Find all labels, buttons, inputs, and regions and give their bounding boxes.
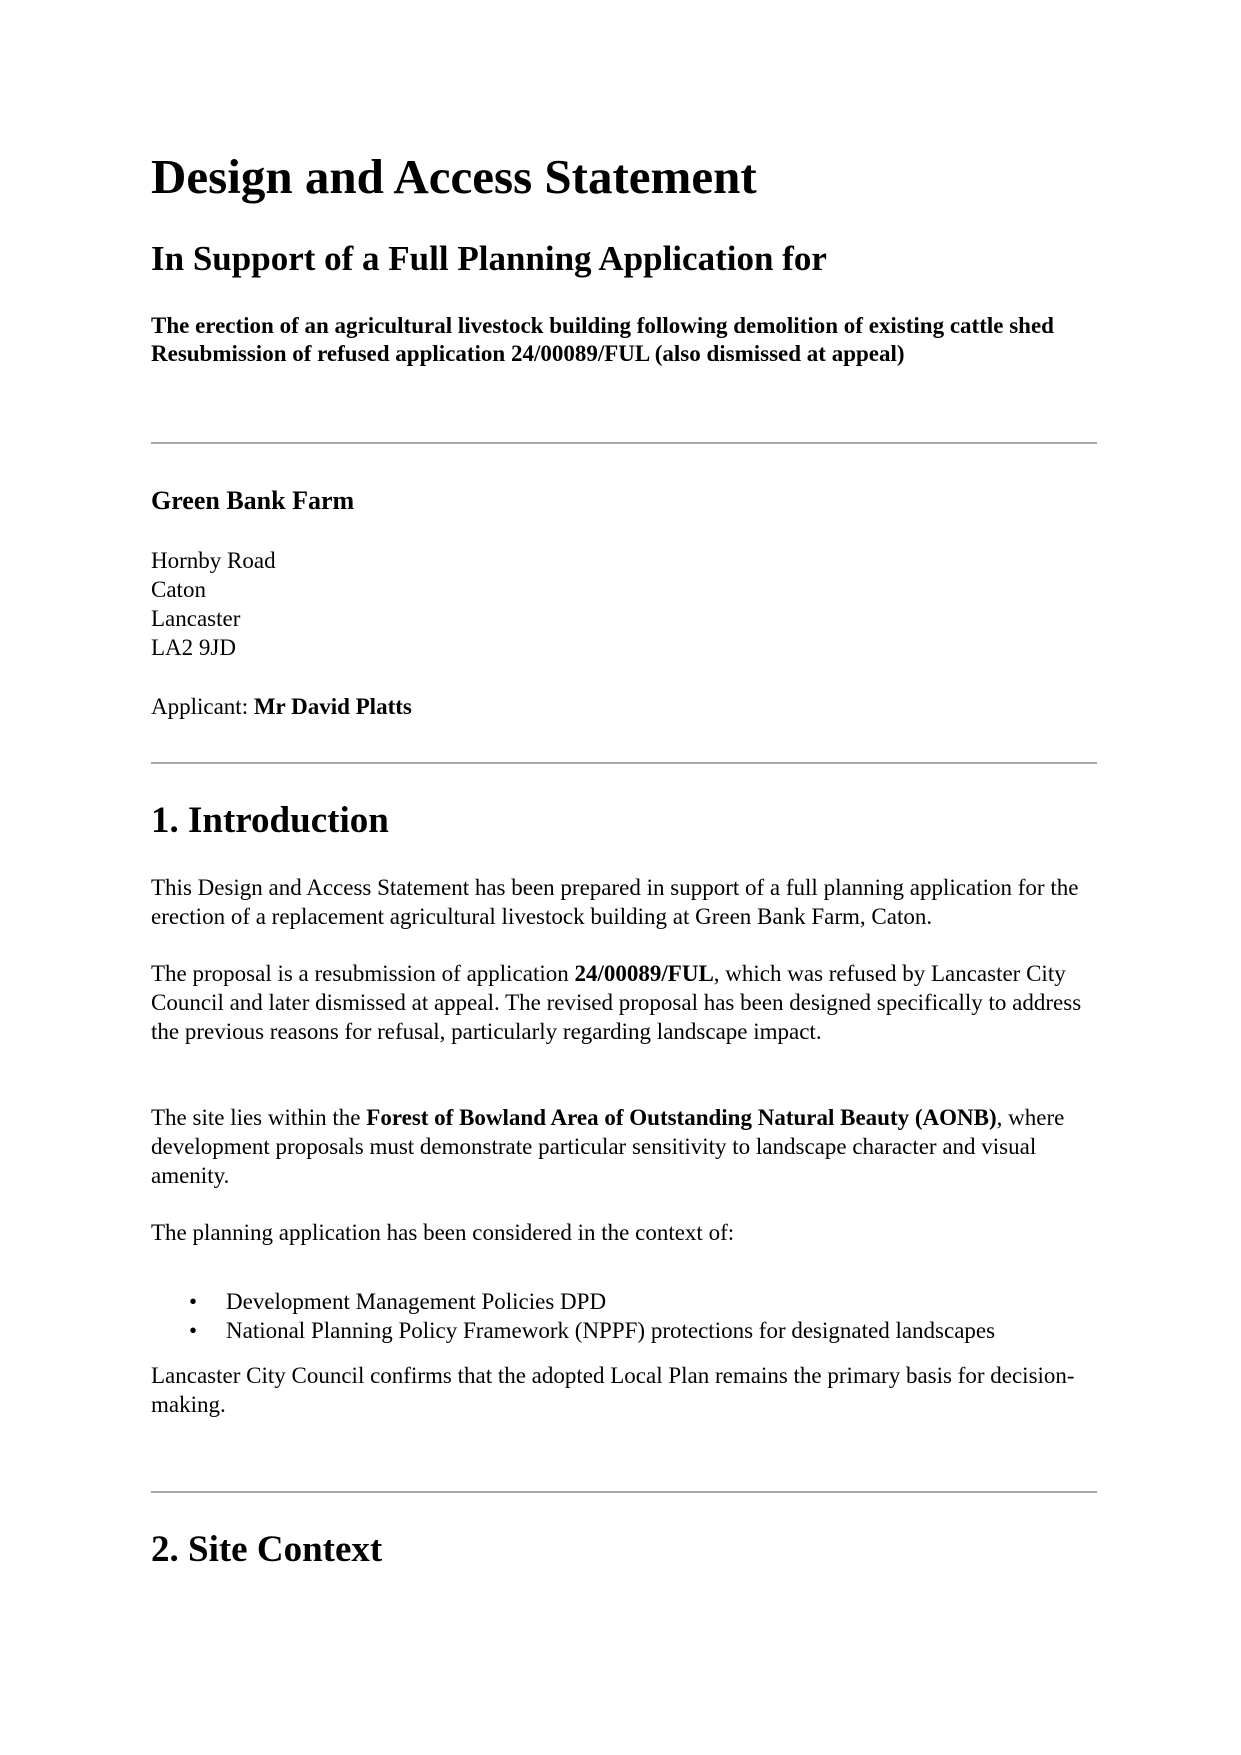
text-run: , where development proposals must demonstrate particular sensitivity to landscape character and visual amenity.: [151, 1105, 1065, 1188]
list-item-text: National Planning Policy Framework (NPPF) protections for designated landscapes: [226, 1318, 996, 1343]
list-item: [151, 1316, 995, 1345]
application-reference: 24/00089/FUL: [574, 961, 714, 986]
applicant: [151, 692, 412, 721]
applicant-label: Applicant:: [151, 694, 254, 719]
proposal-line-1: The erection of an agricultural livestock building following demolition of existing cattle shed: [151, 313, 1054, 338]
list-item-text: Development Management Policies DPD: [226, 1289, 607, 1314]
proposal-description: [151, 312, 1091, 368]
list-item: [151, 1287, 995, 1316]
document-title: Design and Access Statement: [151, 149, 757, 204]
intro-paragraph-4: The planning application has been considered in the context of:: [151, 1220, 735, 1245]
section-heading-introduction: 1. Introduction: [151, 800, 389, 841]
text-run: The site lies within the: [151, 1105, 367, 1130]
text-run: , which was refused by Lancaster City Council and later dismissed at appeal. The revised proposal has been designed specifically to address the previous reasons for refusal, particularly regarding landscape impact.: [151, 961, 1082, 1044]
aonb-designation: Forest of Bowland Area of Outstanding Natural Beauty (AONB): [366, 1105, 997, 1130]
applicant-name: Mr David Platts: [253, 694, 412, 719]
address-line: LA2 9JD: [151, 635, 236, 660]
site-name: Green Bank Farm: [151, 486, 355, 515]
bullet-icon: •: [189, 1289, 198, 1314]
policy-list: [151, 1287, 995, 1345]
divider: [151, 1491, 1097, 1493]
address-line: Caton: [151, 577, 206, 602]
site-address: [151, 546, 276, 662]
divider: [151, 762, 1097, 764]
text-run: The proposal is a resubmission of application: [151, 961, 575, 986]
divider: [151, 442, 1097, 444]
address-line: Lancaster: [151, 606, 241, 631]
proposal-line-2: Resubmission of refused application 24/00089/FUL (also dismissed at appeal): [151, 341, 905, 366]
address-line: Hornby Road: [151, 548, 276, 573]
intro-paragraph-1: This Design and Access Statement has been prepared in support of a full planning application for the erection of a replacement agricultural livestock building at Green Bank Farm, Caton.: [151, 875, 1079, 929]
intro-paragraph-5: Lancaster City Council confirms that the adopted Local Plan remains the primary basis for decision-making.: [151, 1363, 1075, 1417]
section-heading-site-context: 2. Site Context: [151, 1529, 383, 1570]
document-subtitle: In Support of a Full Planning Application for: [151, 239, 827, 278]
bullet-icon: •: [189, 1318, 198, 1343]
intro-paragraph-3: [151, 1103, 1091, 1190]
intro-paragraph-2: [151, 959, 1091, 1046]
